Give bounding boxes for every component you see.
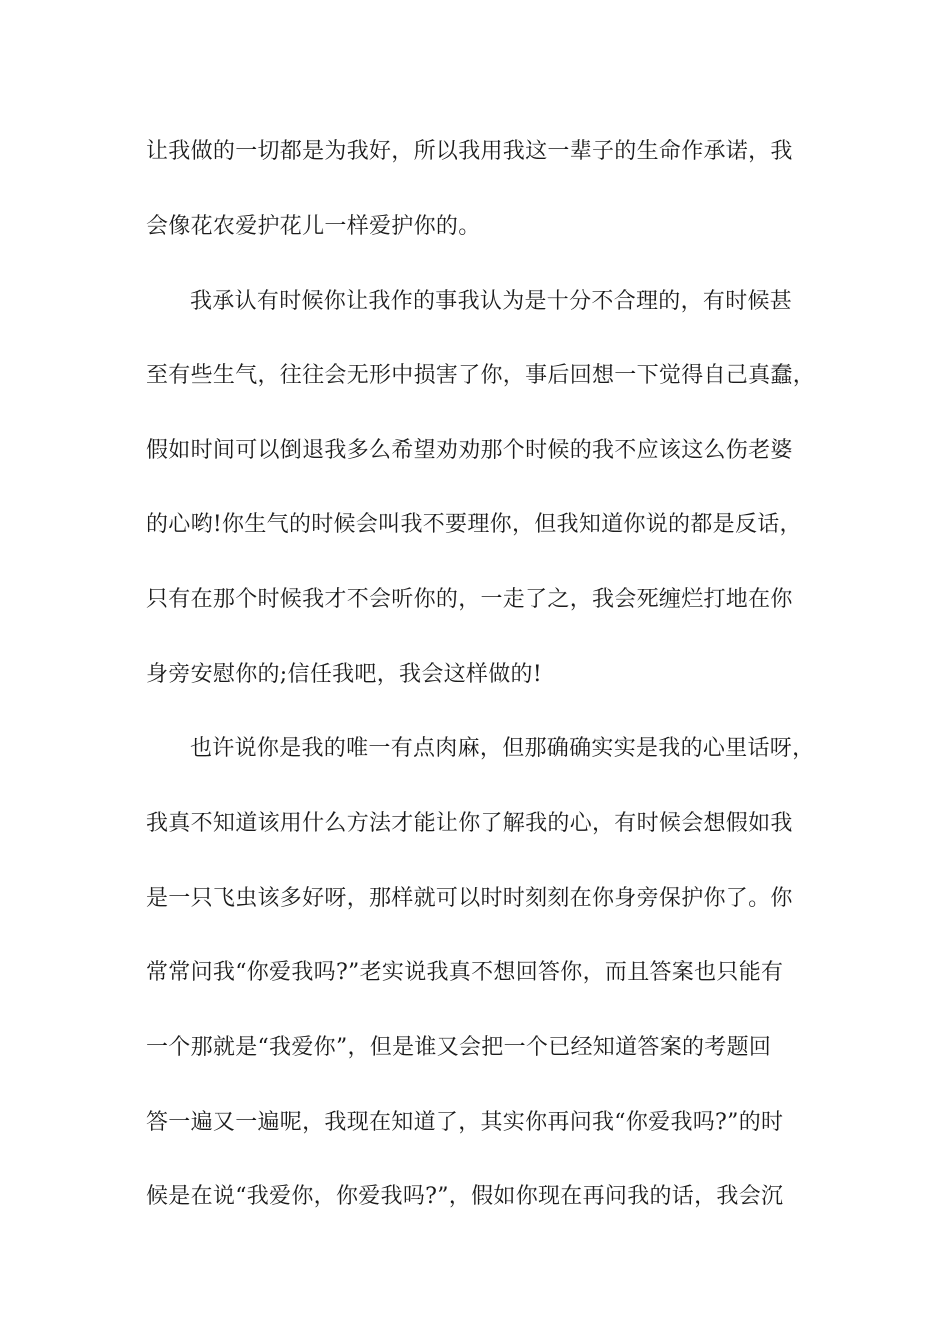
text-line: 常常问我“你爱我吗?”老实说我真不想回答你，而且答案也只能有 [146, 960, 784, 985]
text-line: 答一遍又一遍呢，我现在知道了，其实你再问我“你爱我吗?”的时 [146, 1110, 784, 1135]
text-line: 只有在那个时候我才不会听你的，一走了之，我会死缠烂打地在你 [146, 587, 793, 612]
text-line: 的心哟!你生气的时候会叫我不要理你，但我知道你说的都是反话， [146, 512, 802, 537]
text-line: 是一只飞虫该多好呀，那样就可以时时刻刻在你身旁保护你了。你 [146, 886, 793, 911]
paragraph-start-line: 我承认有时候你让我作的事我认为是十分不合理的，有时候甚 [190, 289, 793, 314]
text-line: 一个那就是“我爱你”，但是谁又会把一个已经知道答案的考题回 [146, 1035, 772, 1060]
text-line: 我真不知道该用什么方法才能让你了解我的心，有时候会想假如我 [146, 811, 793, 836]
text-line: 假如时间可以倒退我多么希望劝劝那个时候的我不应该这么伤老婆 [146, 438, 793, 463]
text-line: 至有些生气，往往会无形中损害了你，事后回想一下觉得自己真蠢， [146, 363, 816, 388]
paragraph-start-line: 也许说你是我的唯一有点肉麻，但那确确实实是我的心里话呀， [190, 736, 815, 761]
text-line: 候是在说“我爱你，你爱我吗?”，假如你现在再问我的话，我会沉 [146, 1184, 784, 1209]
text-line: 会像花农爱护花儿一样爱护你的。 [146, 214, 481, 239]
text-line: 身旁安慰你的;信任我吧，我会这样做的! [146, 662, 542, 687]
text-line: 让我做的一切都是为我好，所以我用我这一辈子的生命作承诺，我 [146, 139, 793, 164]
